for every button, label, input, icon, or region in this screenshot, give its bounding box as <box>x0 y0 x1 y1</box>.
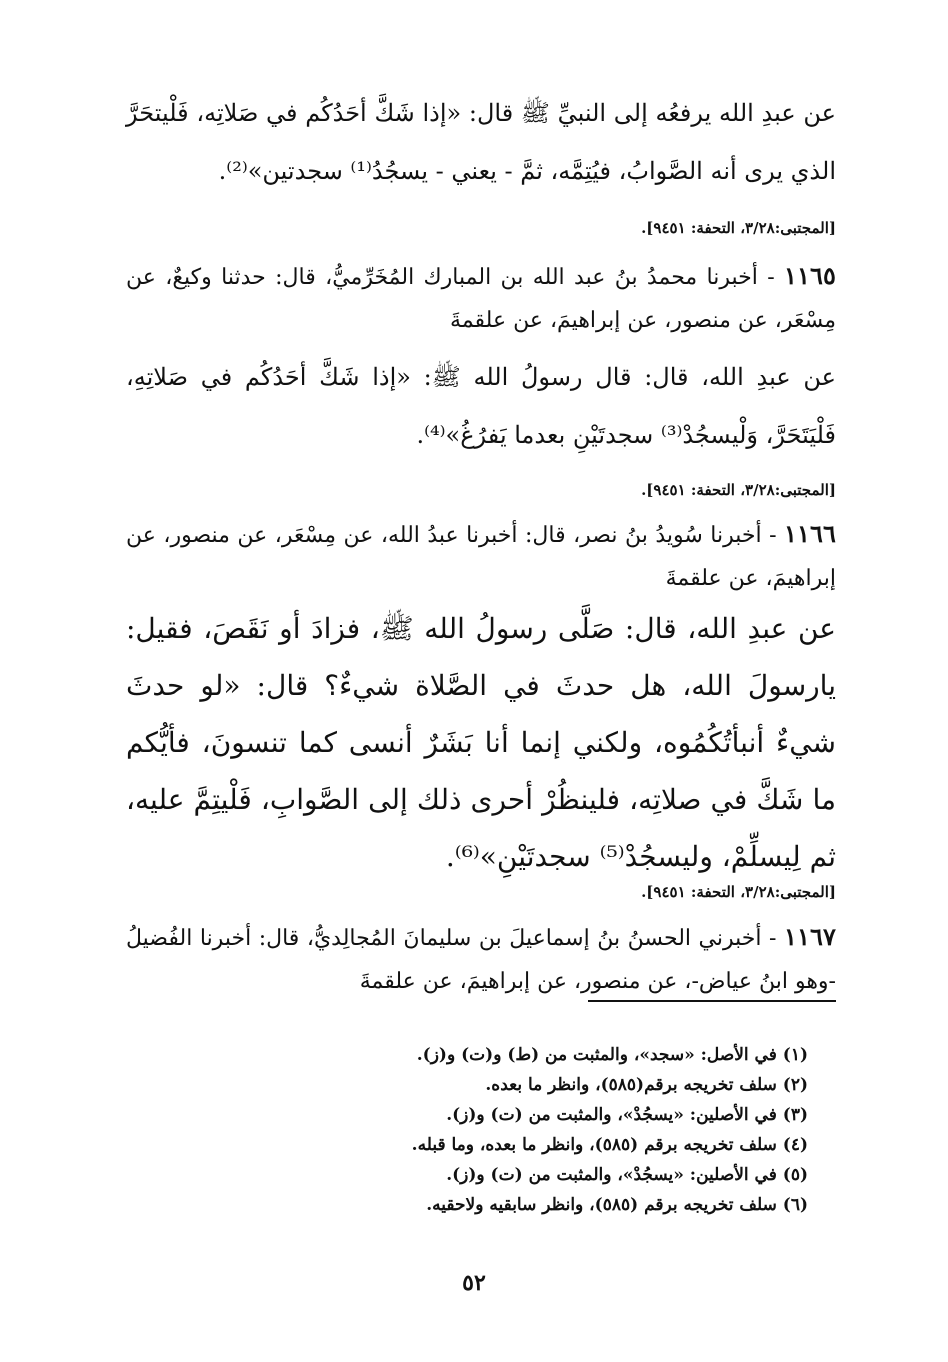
footnote-6: (٦) سلف تخريجه برقم (٥٨٥)، وانظر سابقيه ولاحقيه. <box>426 1195 808 1215</box>
hadith-1166-matn <box>126 600 836 885</box>
reference-1166 <box>126 882 836 902</box>
footnote-5: (٥) في الأصلين: «يسجُدْ»، والمثبت من (ت) و(ز). <box>446 1165 808 1185</box>
hadith-number: ١١٦٥ <box>784 261 837 290</box>
footnote-2: (٢) سلف تخريجه برقم(٥٨٥)، وانظر ما بعده. <box>485 1075 808 1095</box>
isnad-text: - أخبرنا سُويدُ بنُ نصر، قال: أخبرنا عبدُ الله، عن مِسْعَر، عن منصور، عن إبراهيمَ، عن علقمةَ <box>126 523 836 591</box>
reference-text: [المجتبى:٣/٢٨، التحفة: ٩٤٥١]. <box>641 219 836 237</box>
footnote-separator <box>588 1000 836 1002</box>
reference-1164 <box>126 218 836 238</box>
hadith-number: ١١٦٧ <box>784 922 836 951</box>
paragraph-text: عن عبدِ الله، قال: صَلَّى رسولُ الله ﷺ، فزادَ أو نَقَصَ، فقيل: يارسولَ الله، هل حدثَ في الصَّلاة شيءٌ؟ قال: «لو حدثَ شيءٌ أنبأتُكُمُوه، ولكني إنما أنا بَشَرٌ أنسى كما تنسونَ، فأيُّكم ما شَكَّ في صلاتِه، فلينظُرْ أحرى ذلك إلى الصَّوابِ، فَلْيتِمَّ عليه، ثم لِيسلِّمْ، وليسجُدْ⁽⁵⁾ سجدتَيْنِ»⁽⁶⁾. <box>126 612 836 873</box>
isnad-text: - أخبرنا محمدُ بنُ عبد الله بن المبارك المُخَرِّميُّ، قال: حدثنا وكيعٌ، عن مِسْعَر، عن منصور، عن إبراهيمَ، عن علقمةَ <box>126 265 836 333</box>
hadith-1167-isnad <box>126 915 836 1003</box>
isnad-text: - أخبرني الحسنُ بنُ إسماعيلَ بن سليمانَ المُجالِديُّ، قال: أخبرنا الفُضيلُ -وهو ابنُ عياض-، عن منصور، عن إبراهيمَ، عن علقمةَ <box>126 926 836 994</box>
footnote-4: (٤) سلف تخريجه برقم (٥٨٥)، وانظر ما بعده، وما قبله. <box>411 1135 808 1155</box>
hadith-1166-isnad <box>126 512 836 600</box>
paragraph-text: عن عبدِ الله يرفعُه إلى النبيِّ ﷺ قال: «إذا شَكَّ أحَدُكُم في صَلاتِه، فَلْيتحَرَّ الذي يرى أنه الصَّوابُ، فيُتِمَّه، ثمَّ - يعني - يسجُدُ⁽¹⁾ سجدتين»⁽²⁾. <box>126 99 836 185</box>
hadith-1165-isnad <box>126 254 836 342</box>
footnote-3: (٣) في الأصلين: «يسجُدْ»، والمثبت من (ت) و(ز). <box>446 1105 808 1125</box>
reference-1165 <box>126 480 836 500</box>
footnotes <box>118 1040 808 1220</box>
hadith-number: ١١٦٦ <box>784 519 836 548</box>
paragraph-text: عن عبدِ الله، قال: قال رسولُ الله ﷺ: «إذا شَكَّ أحَدُكُم في صَلاتِهِ، فَلْيَتَحَرَّ، وَلْيسجُدْ⁽³⁾ سجدتَيْنِ بعدما يَفرُغُ»⁽⁴⁾. <box>126 363 836 449</box>
reference-text: [المجتبى:٣/٢٨، التحفة: ٩٤٥١]. <box>641 883 836 901</box>
hadith-1165-matn <box>126 348 836 464</box>
page-number: ٥٢ <box>462 1270 486 1296</box>
reference-text: [المجتبى:٣/٢٨، التحفة: ٩٤٥١]. <box>641 481 836 499</box>
hadith-1164-matn <box>126 84 836 200</box>
footnote-1: (١) في الأصل: «سجد»، والمثبت من (ط) و(ت) و(ز). <box>416 1045 808 1065</box>
